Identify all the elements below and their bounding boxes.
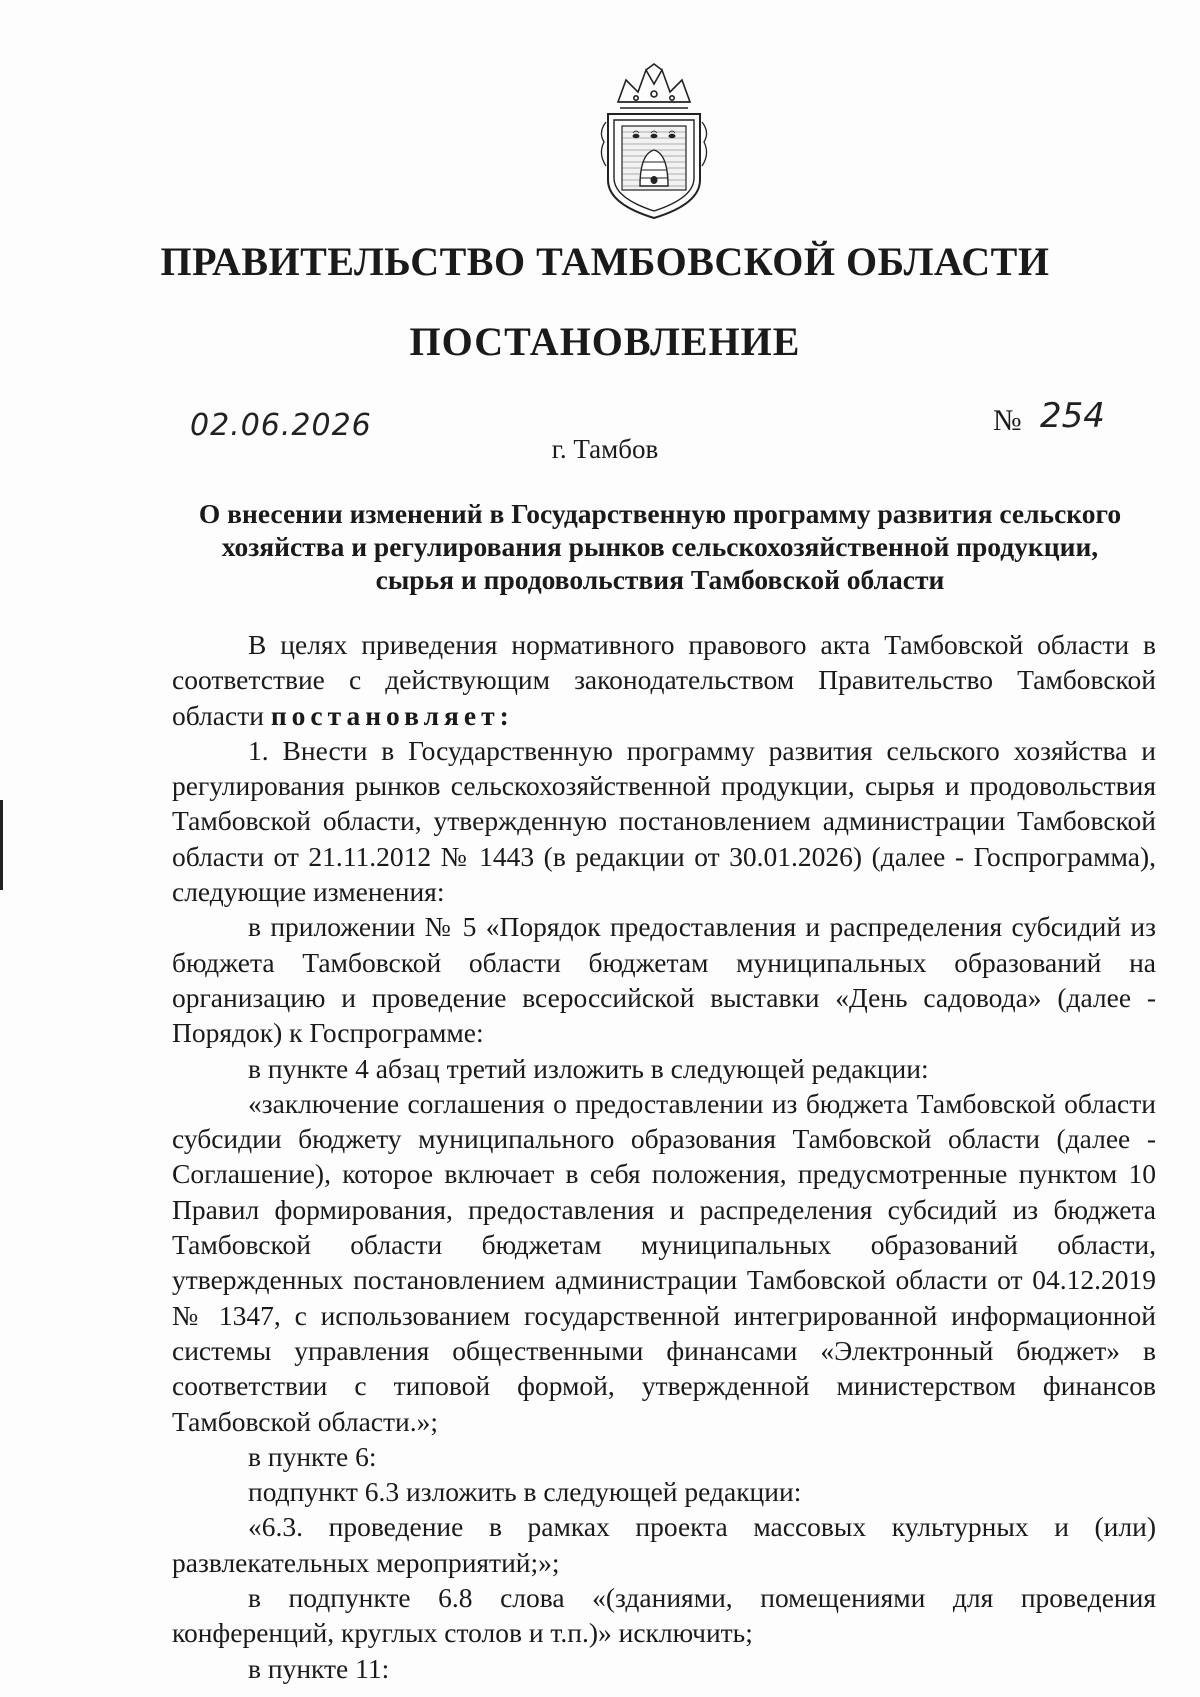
handwritten-date: 02.06.2026 — [190, 408, 372, 443]
government-title: ПРАВИТЕЛЬСТВО ТАМБОВСКОЙ ОБЛАСТИ — [160, 239, 1050, 284]
body-paragraph: «заключение соглашения о предоставлении из бюджета Тамбовской области субсидии бюджету муниципального образования Тамбовской области (далее - Соглашение), которое включает в себя положения, предусмотренные пунктом 10 Правил формирования, предоставления и распределения субсидий из бюджета Тамбовской области бюджетам муниципальных образований области, утвержденных постановлением администрации Тамбовской области от 04.12.2019 № 1347, с использованием государственной интегрированной информационной системы управления общественными финансами «Электронный бюджет» в соответствии с типовой формой, утвержденной министерством финансов Тамбовской области.»; — [172, 1087, 1156, 1437]
body-paragraph: 1. Внести в Государственную программу развития сельского хозяйства и регулирования рынков сельскохозяйственной продукции, сырья и продовольствия Тамбовской области, утвержденную постановлением администрации Тамбовской области от 21.11.2012 № 1443 (в редакции от 30.01.2026) (далее - Госпрограмма), следующие изменения: — [172, 734, 1156, 908]
subject-line: хозяйства и регулирования рынков сельскохозяйственной продукции, — [221, 531, 1099, 562]
body-paragraph: «6.3. проведение в рамках проекта массовых культурных и (или) развлекательных мероприятий;»; — [172, 1511, 1156, 1578]
document-type: ПОСТАНОВЛЕНИЕ — [409, 319, 801, 364]
body-paragraph — [172, 627, 1156, 733]
body-paragraph: в пункте 11: — [248, 1652, 390, 1684]
body-paragraph: в подпункте 6.8 слова «(зданиями, помещениями для проведения конференций, круглых столов и т.п.)» исключить; — [172, 1582, 1156, 1649]
coat-of-arms-emblem — [596, 62, 712, 222]
document-subject — [170, 497, 1150, 596]
scan-artifact — [0, 800, 3, 890]
number-label: № — [993, 404, 1022, 437]
document-body — [172, 627, 1156, 1686]
resolves-word: постановляет: — [270, 699, 514, 731]
handwritten-number: 254 — [1040, 396, 1105, 436]
body-paragraph: подпункт 6.3 изложить в следующей редакции: — [248, 1476, 802, 1508]
city-label: г. Тамбов — [551, 434, 659, 464]
subject-line: сырья и продовольствия Тамбовской области — [375, 564, 945, 595]
subject-line: О внесении изменений в Государственную программу развития сельского — [198, 498, 1122, 529]
body-paragraph: в пункте 4 абзац третий изложить в следующей редакции: — [248, 1052, 929, 1084]
paragraph-text: В целях приведения нормативного правового акта Тамбовской области в соответствие с действующим законодательством Правительство Тамбовской области — [172, 629, 1156, 731]
body-paragraph: в пункте 6: — [248, 1440, 377, 1472]
body-paragraph: в приложении № 5 «Порядок предоставления и распределения субсидий из бюджета Тамбовской области бюджетам муниципальных образований на организацию и проведение всероссийской выставки «День садовода» (далее - Порядок) к Госпрограмме: — [172, 911, 1156, 1049]
